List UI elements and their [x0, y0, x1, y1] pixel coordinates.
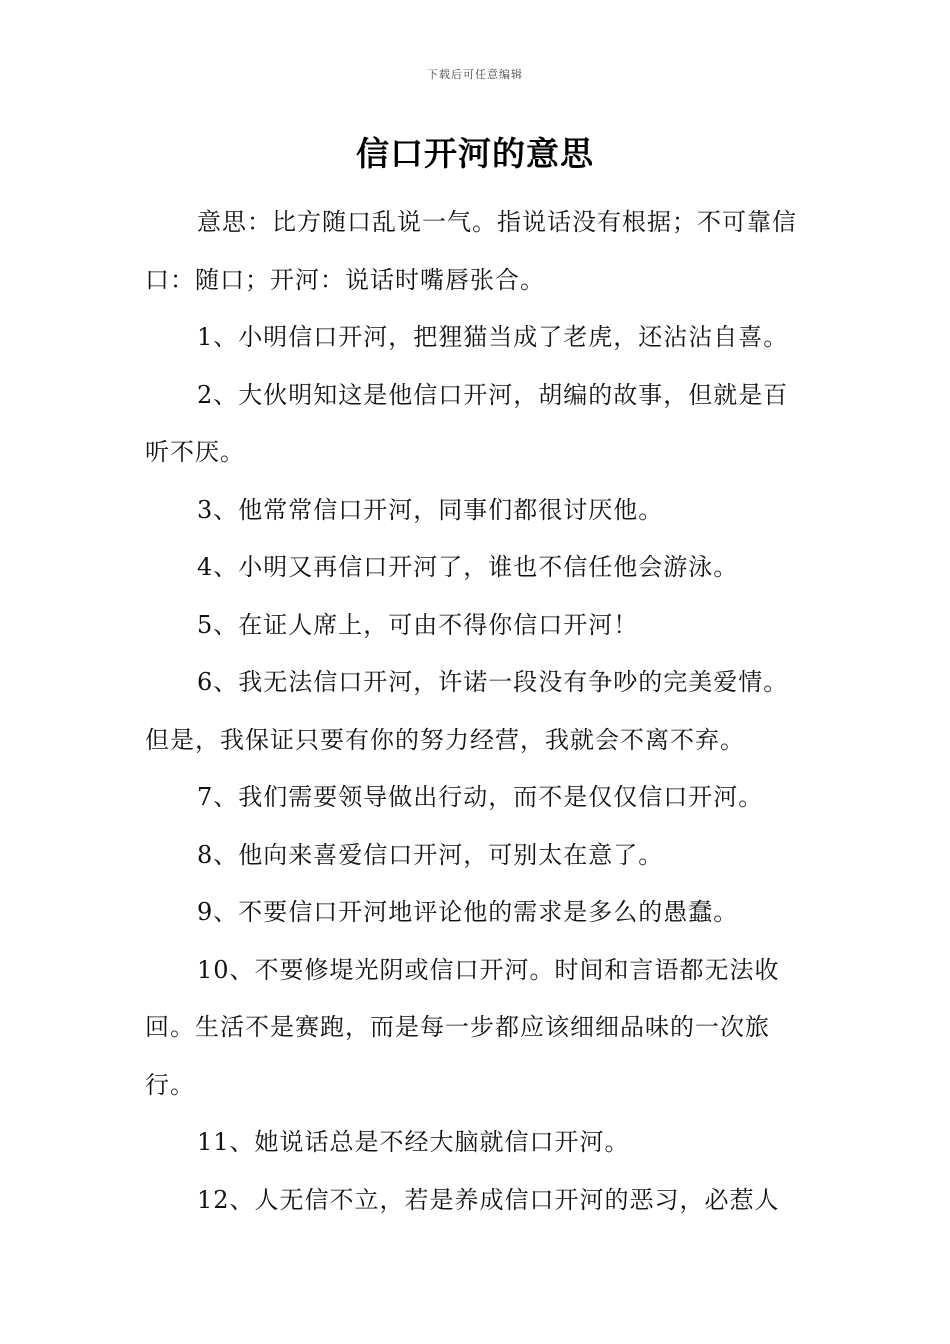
paragraph-example-9: 9、不要信口开河地评论他的需求是多么的愚蠢。: [197, 898, 739, 926]
paragraph-example-4: 4、小明又再信口开河了，谁也不信任他会游泳。: [197, 553, 739, 581]
paragraph-example-12: 12、人无信不立，若是养成信口开河的恶习，必惹人: [197, 1185, 780, 1214]
paragraph-example-3: 3、他常常信口开河，同事们都很讨厌他。: [197, 495, 664, 524]
paragraph-example-2: 2、大伙明知这是他信口开河，胡编的故事，但就是百听不厌。: [145, 380, 789, 466]
paragraph-example-6: 6、我无法信口开河，许诺一段没有争吵的完美爱情。但是，我保证只要有你的努力经营，我就会不离不弃。: [145, 668, 789, 754]
paragraph-definition: 意思：比方随口乱说一气。指说话没有根据；不可靠信口：随口；开河：说话时嘴唇张合。: [145, 208, 797, 294]
paragraph-example-8: 8、他向来喜爱信口开河，可别太在意了。: [197, 840, 664, 869]
document-body: [145, 194, 807, 1229]
paragraph-example-1: 1、小明信口开河，把狸猫当成了老虎，还沾沾自喜。: [197, 323, 789, 351]
paragraph-example-7: 7、我们需要领导做出行动，而不是仅仅信口开河。: [197, 783, 764, 811]
paragraph-example-5: 5、在证人席上，可由不得你信口开河！: [197, 610, 639, 639]
paragraph-example-10: 10、不要修堤光阴或信口开河。时间和言语都无法收回。生活不是赛跑，而是每一步都应该细细品味的一次旅行。: [145, 955, 780, 1099]
document-title: 信口开河的意思: [356, 134, 594, 173]
paragraph-example-11: 11、她说话总是不经大脑就信口开河。: [197, 1128, 630, 1156]
header-note: 下载后可任意编辑: [427, 68, 523, 81]
